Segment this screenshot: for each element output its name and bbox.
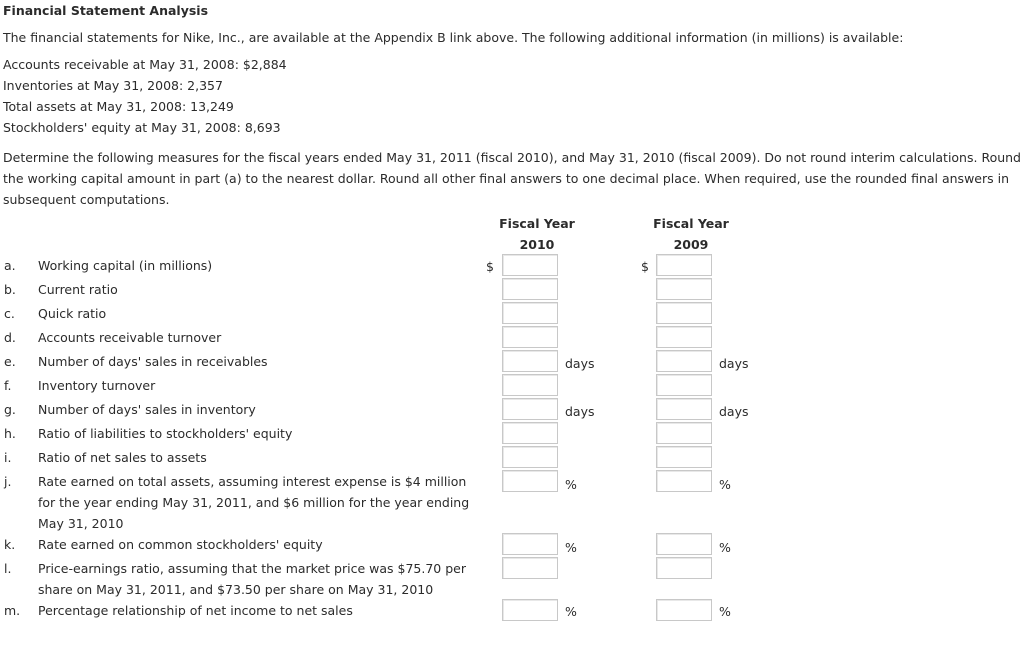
answer-input-2009[interactable]	[656, 599, 712, 621]
answer-input-2009[interactable]	[656, 446, 712, 468]
info-accounts-receivable: Accounts receivable at May 31, 2008: $2,884	[3, 57, 287, 72]
unit-label-2009: %	[719, 540, 731, 555]
row-label: Percentage relationship of net income to net sales	[38, 603, 353, 618]
answer-input-2010[interactable]	[502, 254, 558, 276]
unit-label-2009: days	[719, 356, 749, 371]
intro-text: The financial statements for Nike, Inc., are available at the Appendix B link above. The following additional information (in millions) is available:	[3, 30, 904, 45]
answer-input-2010[interactable]	[502, 533, 558, 555]
column-header-2009-year: 2009	[673, 237, 709, 252]
row-label: Working capital (in millions)	[38, 258, 213, 273]
column-header-2010-year: 2010	[519, 237, 555, 252]
row-letter: i.	[4, 450, 12, 465]
row-label: Ratio of liabilities to stockholders' equity	[38, 426, 293, 441]
answer-input-2009[interactable]	[656, 254, 712, 276]
answer-input-2009[interactable]	[656, 326, 712, 348]
row-label: Rate earned on total assets, assuming interest expense is $4 million for the year ending May 31, 2011, and $6 million for the year ending May 31, 2010	[38, 474, 470, 531]
row-label: Price-earnings ratio, assuming that the market price was $75.70 per share on May 31, 2011, and $73.50 per share on May 31, 2010	[38, 561, 466, 597]
row-letter: g.	[4, 402, 16, 417]
answer-input-2010[interactable]	[502, 326, 558, 348]
currency-symbol-2010: $	[486, 259, 494, 274]
answer-input-2010[interactable]	[502, 374, 558, 396]
unit-label-2010: days	[565, 356, 595, 371]
row-label: Inventory turnover	[38, 378, 156, 393]
unit-label-2009: %	[719, 604, 731, 619]
currency-symbol-2009: $	[641, 259, 649, 274]
row-letter: h.	[4, 426, 16, 441]
row-letter: b.	[4, 282, 16, 297]
unit-label-2010: %	[565, 604, 577, 619]
row-letter: j.	[4, 474, 12, 489]
unit-label-2009: days	[719, 404, 749, 419]
answer-input-2009[interactable]	[656, 302, 712, 324]
answer-input-2010[interactable]	[502, 557, 558, 579]
answer-input-2010[interactable]	[502, 470, 558, 492]
answer-input-2009[interactable]	[656, 422, 712, 444]
unit-label-2010: %	[565, 540, 577, 555]
row-letter: e.	[4, 354, 16, 369]
unit-label-2010: %	[565, 477, 577, 492]
answer-input-2010[interactable]	[502, 422, 558, 444]
row-label: Number of days' sales in receivables	[38, 354, 268, 369]
answer-input-2010[interactable]	[502, 302, 558, 324]
answer-input-2010[interactable]	[502, 599, 558, 621]
row-label: Ratio of net sales to assets	[38, 450, 207, 465]
row-letter: a.	[4, 258, 16, 273]
info-inventories: Inventories at May 31, 2008: 2,357	[3, 78, 223, 93]
row-letter: l.	[4, 561, 12, 576]
row-letter: f.	[4, 378, 12, 393]
row-letter: m.	[4, 603, 21, 618]
row-label: Current ratio	[38, 282, 118, 297]
row-label: Number of days' sales in inventory	[38, 402, 256, 417]
answer-input-2009[interactable]	[656, 533, 712, 555]
row-letter: c.	[4, 306, 15, 321]
row-letter: d.	[4, 330, 16, 345]
answer-input-2009[interactable]	[656, 470, 712, 492]
answer-input-2010[interactable]	[502, 446, 558, 468]
info-total-assets: Total assets at May 31, 2008: 13,249	[3, 99, 234, 114]
row-label: Quick ratio	[38, 306, 107, 321]
row-label: Accounts receivable turnover	[38, 330, 222, 345]
answer-input-2009[interactable]	[656, 398, 712, 420]
row-letter: k.	[4, 537, 16, 552]
row-label: Rate earned on common stockholders' equity	[38, 537, 323, 552]
answer-input-2010[interactable]	[502, 398, 558, 420]
answer-input-2009[interactable]	[656, 374, 712, 396]
answer-input-2009[interactable]	[656, 557, 712, 579]
unit-label-2010: days	[565, 404, 595, 419]
answer-input-2010[interactable]	[502, 350, 558, 372]
answer-input-2009[interactable]	[656, 350, 712, 372]
column-header-2009-title: Fiscal Year	[653, 216, 729, 231]
info-stockholders-equity: Stockholders' equity at May 31, 2008: 8,693	[3, 120, 281, 135]
column-header-2010-title: Fiscal Year	[499, 216, 575, 231]
instructions-text: Determine the following measures for the fiscal years ended May 31, 2011 (fiscal 2010), and May 31, 2010 (fiscal 2009). Do not round interim calculations. Round the working capital amount in part (a) to the nearest dollar. Round all other final answers to one decimal place. When required, use the rounded final answers in subsequent computations.	[3, 150, 1021, 207]
page-title: Financial Statement Analysis	[3, 3, 209, 18]
unit-label-2009: %	[719, 477, 731, 492]
answer-input-2009[interactable]	[656, 278, 712, 300]
answer-input-2010[interactable]	[502, 278, 558, 300]
